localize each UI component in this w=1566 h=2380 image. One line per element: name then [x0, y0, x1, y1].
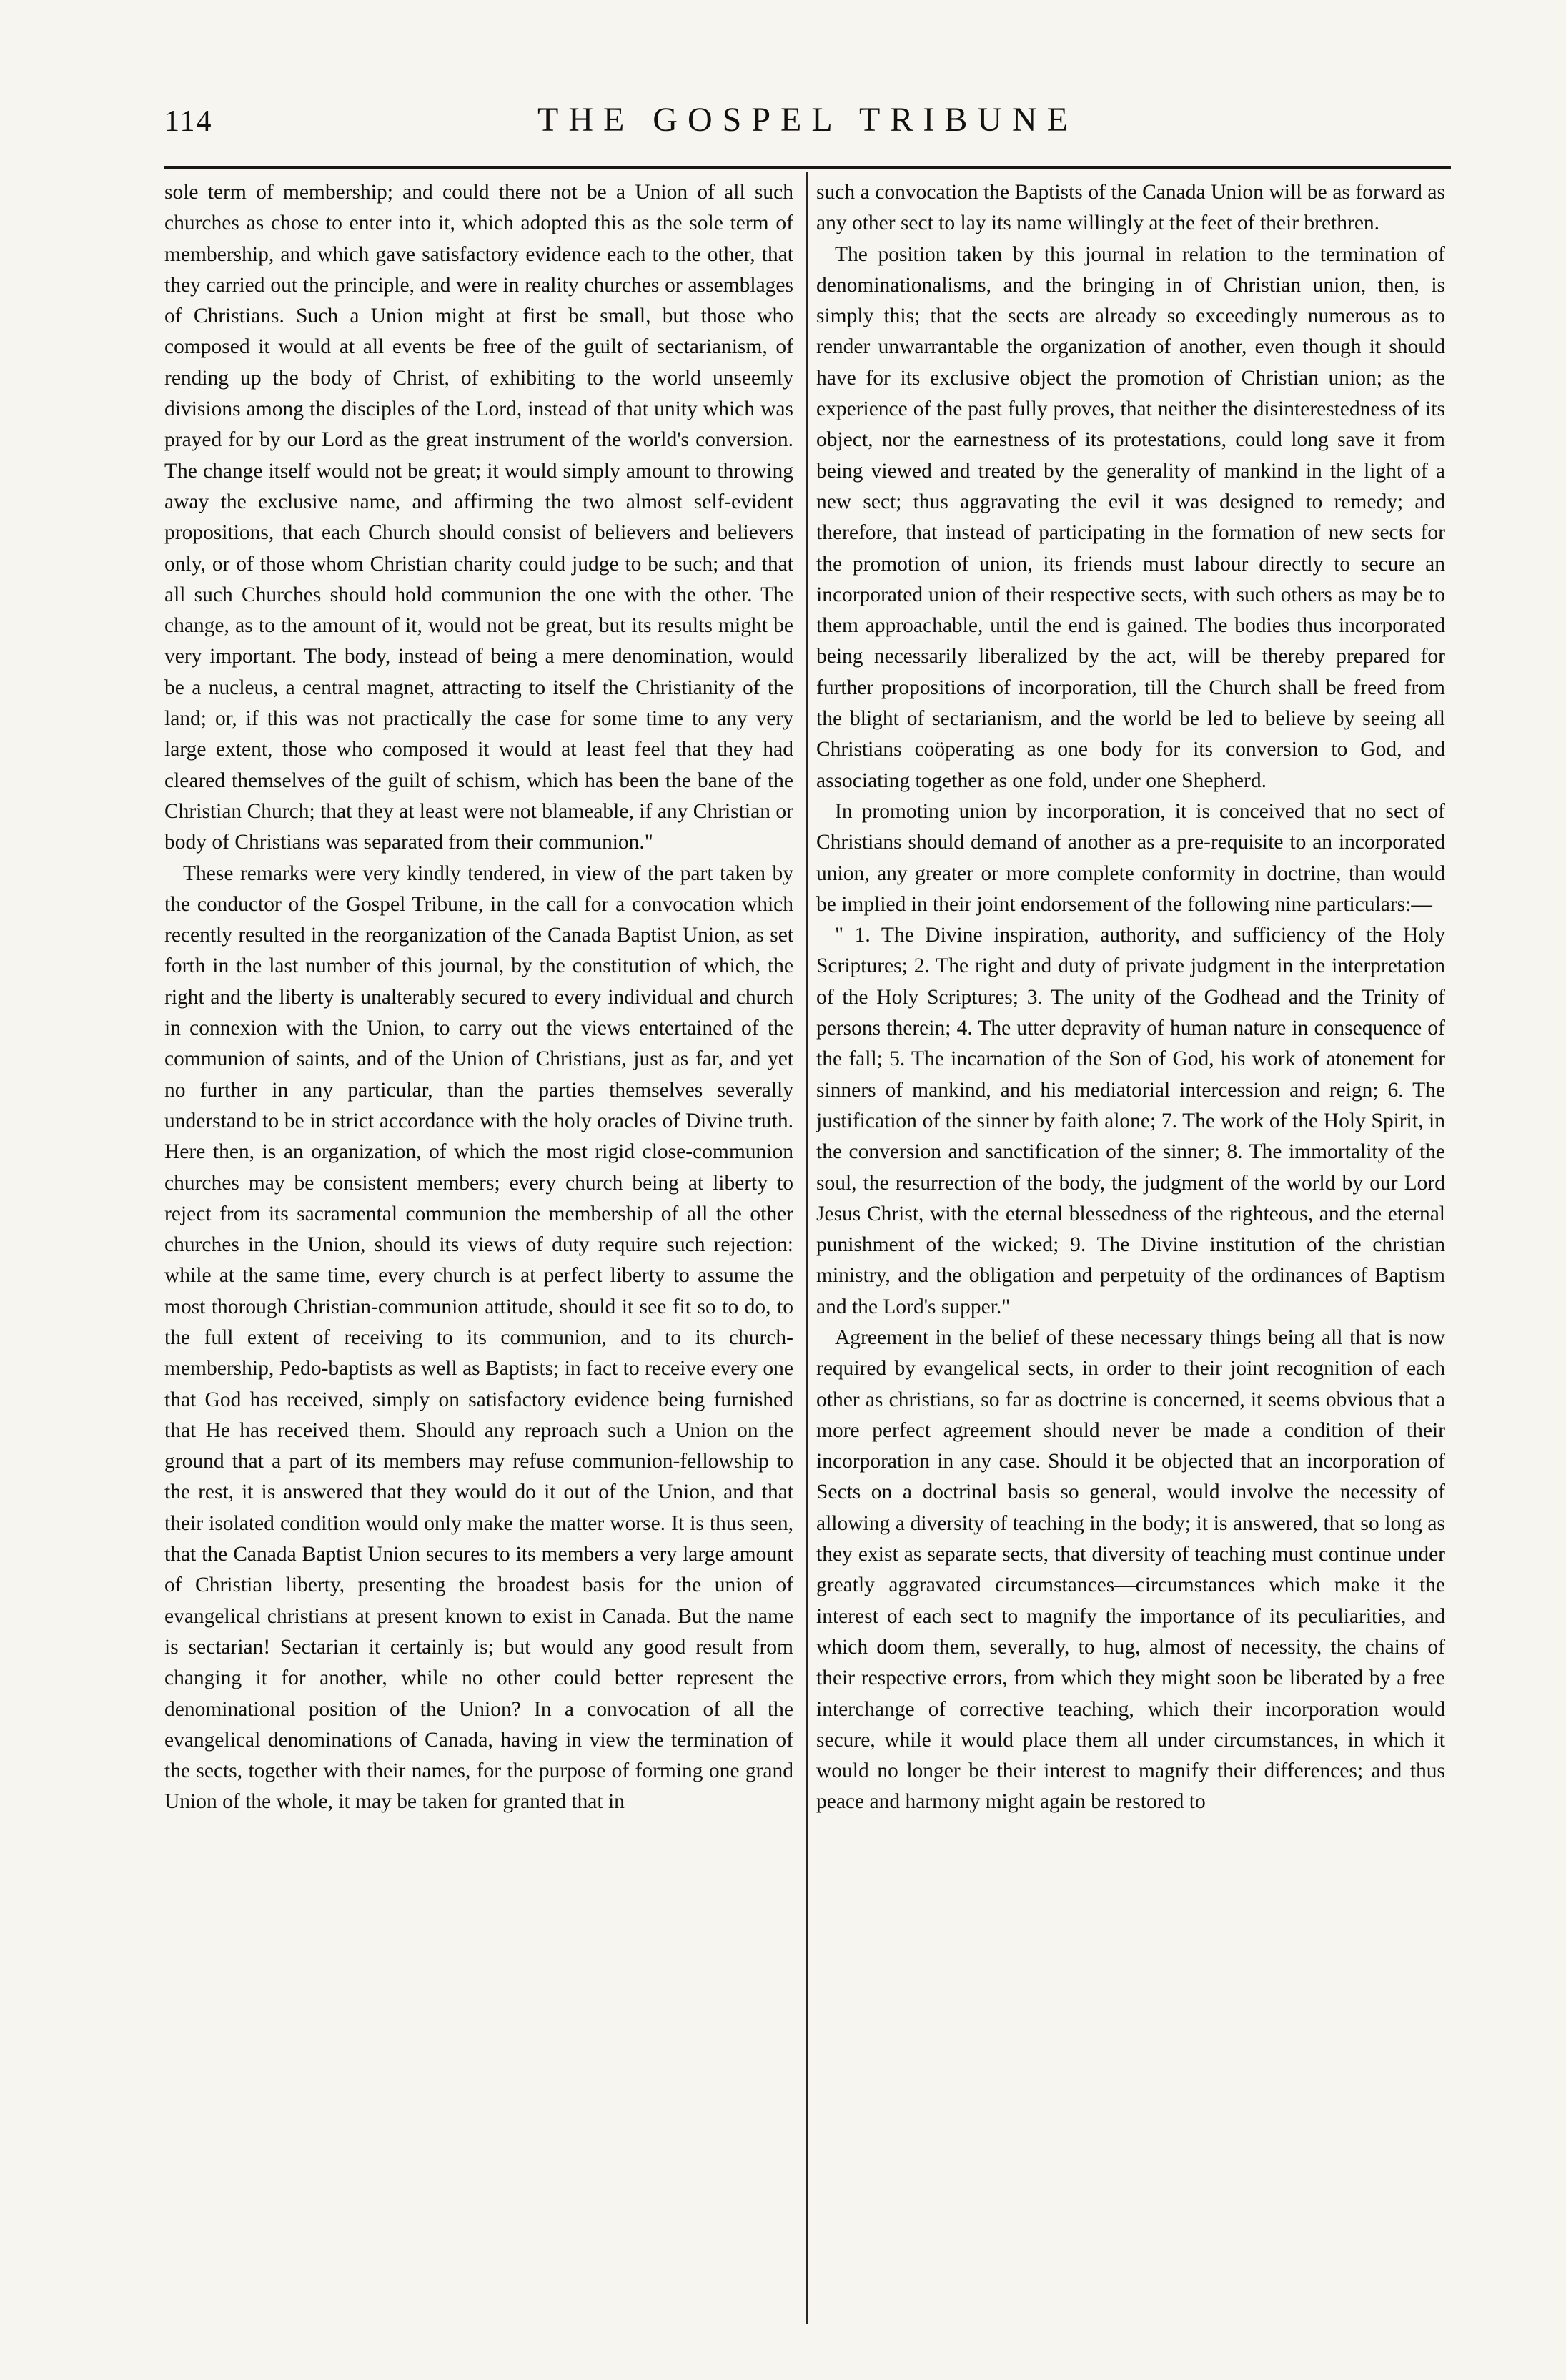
left-column — [164, 177, 793, 2329]
paragraph: In promoting union by incorporation, it is conceived that no sect of Christians should demand of another as a pre-requisite to an incorporated union, any greater or more complete conformity in doctrine, than would be implied in their joint endorsement of the following nine particulars:— — [816, 799, 1445, 916]
paragraph: Agreement in the belief of these necessary things being all that is now required by evangelical sects, in order to their joint recognition of each other as christians, so far as doctrine is concerned, it seems obvious that a more perfect agreement should never be made a condition of their incorporation in any case. Should it be objected that an incorporation of Sects on a doctrinal basis so general, would involve the necessity of allowing a diversity of teaching in the body; it is answered, that so long as they exist as separate sects, that diversity of teaching must continue under greatly aggravated circumstances—circumstances which make it the interest of each sect to magnify the importance of its peculiarities, and which doom them, severally, to hug, almost of necessity, the chains of their respective errors, from which they might soon be liberated by a free interchange of corrective teaching, which their incorporation would secure, while it would place them all under circumstances, in which it would no longer be their interest to magnify their differences; and thus peace and harmony might again be restored to — [816, 1325, 1445, 1814]
right-column — [816, 177, 1445, 2329]
header-rule — [164, 166, 1451, 169]
running-title: THE GOSPEL TRIBUNE — [537, 101, 1078, 139]
column-divider — [806, 172, 808, 2324]
paragraph: The position taken by this journal in relation to the termination of denominationalisms, and the bringing in of Christian union, then, is simply this; that the sects are already so exceedingly numerous as to render unwarrantable the organization of another, even though it should have for its exclusive object the promotion of Christian union; as the experience of the past fully proves, that neither the disinterestedness of its object, nor the earnestness of its protestations, could long save it from being viewed and treated by the generality of mankind in the light of a new sect; thus aggravating the evil it was designed to remedy; and therefore, that instead of participating in the formation of new sects for the promotion of union, its friends must labour directly to secure an incorporated union of their respective sects, with such others as may be to them approachable, until the end is gained. The bodies thus incorporated being necessarily liberalized by the act, will be thereby prepared for further propositions of incorporation, till the Church shall be freed from the blight of sectarianism, and the world be led to believe by seeing all Christians coöperating as one body for its conversion to God, and associating together as one fold, under one Shepherd. — [816, 242, 1445, 792]
paragraph: such a convocation the Baptists of the Canada Union will be as forward as any other sect to lay its name willingly at the feet of their brethren. — [816, 181, 1445, 235]
paragraph: These remarks were very kindly tendered, in view of the part taken by the conductor of the Gospel Tribune, in the call for a convocation which recently resulted in the reorganization of the Canada Baptist Union, as set forth in the last number of this journal, by the constitution of which, the right and the liberty is unalterably secured to every individual and church in connexion with the Union, to carry out the views entertained of the communion of saints, and of the Union of Christians, just as far, and yet no further in any particular, than the parties themselves severally understand to be in strict accordance with the holy oracles of Divine truth. Here then, is an organization, of which the most rigid close-communion churches may be consistent members; every church being at liberty to reject from its sacramental communion the membership of all the other churches in the Union, should its views of duty require such rejection: while at the same time, every church is at perfect liberty to assume the most thorough Christian-communion attitude, should it see fit so to do, to the full extent of receiving to its communion, and to its church-membership, Pedo-baptists as well as Baptists; in fact to receive every one that God has received, simply on satisfactory evidence being furnished that He has received them. Should any reproach such a Union on the ground that a part of its members may refuse communion-fellowship to the rest, it is answered that they would do it out of the Union, and that their isolated condition would only make the matter worse. It is thus seen, that the Canada Baptist Union secures to its members a very large amount of Christian liberty, presenting the broadest basis for the union of evangelical christians at present known to exist in Canada. But the name is sectarian! Sectarian it certainly is; but would any good result from changing it for another, while no other could better represent the denominational position of the Union? In a convocation of all the evangelical denominations of Canada, having in view the termination of the sects, together with their names, for the purpose of forming one grand Union of the whole, it may be taken for granted that in — [164, 861, 793, 1814]
page-header — [164, 100, 1451, 157]
paragraph: " 1. The Divine inspiration, authority, and sufficiency of the Holy Scriptures; 2. The right and duty of private judgment in the interpretation of the Holy Scriptures; 3. The unity of the Godhead and the Trinity of persons therein; 4. The utter depravity of human nature in consequence of the fall; 5. The incarnation of the Son of God, his work of atonement for sinners of mankind, and his mediatorial intercession and reign; 6. The justification of the sinner by faith alone; 7. The work of the Holy Spirit, in the conversion and sanctification of the sinner; 8. The immortality of the soul, the resurrection of the body, the judgment of the world by our Lord Jesus Christ, with the eternal blessedness of the righteous, and the eternal punishment of the wicked; 9. The Divine institution of the christian ministry, and the obligation and perpetuity of the ordinances of Baptism and the Lord's supper." — [816, 924, 1445, 1318]
paragraph: sole term of membership; and could there not be a Union of all such churches as chose to enter into it, which adopted this as the sole term of membership, and which gave satisfactory evidence each to the other, that they carried out the principle, and were in reality churches or assemblages of Christians. Such a Union might at first be small, but those who composed it would at all events be free of the guilt of sectarianism, of rending up the body of Christ, of exhibiting to the world unseemly divisions among the disciples of the Lord, instead of that unity which was prayed for by our Lord as the great instrument of the world's conversion. The change itself would not be great; it would simply amount to throwing away the exclusive name, and affirming the two almost self-evident propositions, that each Church should consist of believers and believers only, or of those whom Christian charity could judge to be such; and that all such Churches should hold communion the one with the other. The change, as to the amount of it, would not be great, but its results might be very important. The body, instead of being a mere denomination, would be a nucleus, a central magnet, attracting to itself the Christianity of the land; or, if this was not practically the case for some time to any very large extent, those who composed it would at least feel that they had cleared themselves of the guilt of schism, which has been the bane of the Christian Church; that they at least were not blameable, if any Christian or body of Christians was separated from their communion." — [164, 181, 793, 854]
page-number: 114 — [164, 105, 213, 138]
